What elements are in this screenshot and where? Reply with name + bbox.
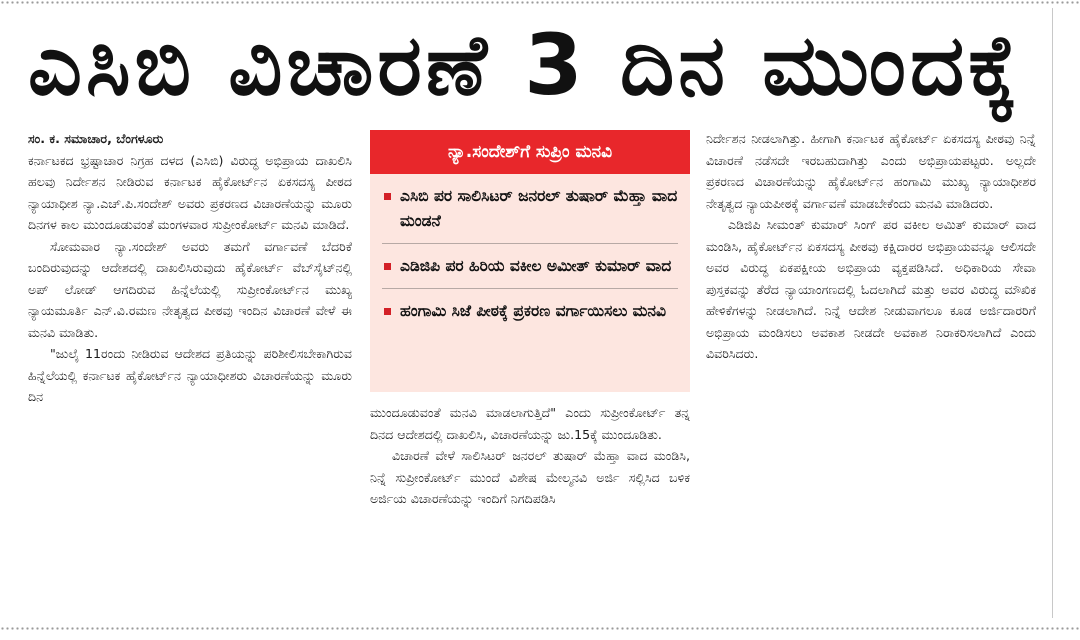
paragraph: ಎಡಿಜಿಪಿ ಸೀಮಂತ್ ಕುಮಾರ್ ಸಿಂಗ್ ಪರ ವಕೀಲ ಅಮಿತ್ ಕುಮಾರ್ ವಾದ ಮಂಡಿಸಿ, ಹೈಕೋರ್ಟ್‌ನ ಏಕಸದಸ್ಯ ಪೀಠವು ಕಕ್ಷಿದಾರರ ಅಭಿಪ್ರಾಯವನ್ನೂ ಆಲಿಸದೇ ಅವರ ವಿರುದ್ಧ ಏಕಪಕ್ಷೀಯ ಅಭಿಪ್ರಾಯ ವ್ಯಕ್ತಪಡಿಸಿದೆ. ಅಧಿಕಾರಿಯ ಸೇವಾ ಪುಸ್ತಕವನ್ನು ತೆರೆದ ನ್ಯಾಯಾಂಗಣದಲ್ಲಿ ಓದಲಾಗಿದೆ ಮತ್ತು ಅವರ ವಿರುದ್ಧ ಮೌಖಿಕ ಹೇಳಿಕೆಗಳನ್ನು ನೀಡಲಾಗಿದೆ. ನಿನ್ನೆ ಆದೇಶ ನೀಡುವಾಗಲೂ ಕೂಡ ಅರ್ಜಿದಾರರಿಗೆ ಅಭಿಪ್ರಾಯ ಮಂಡಿಸಲು ಅವಕಾಶ ನೀಡದೇ ಅವಕಾಶ ನಿರಾಕರಿಸಲಾಗಿದೆ ಎಂದು ವಿವರಿಸಿದರು.	[706, 217, 1036, 361]
paragraph: ನಿರ್ದೇಶನ ನೀಡಲಾಗಿತ್ತು. ಹೀಗಾಗಿ ಕರ್ನಾಟಕ ಹೈಕೋರ್ಟ್ ಏಕಸದಸ್ಯ ಪೀಠವು ನಿನ್ನೆ ವಿಚಾರಣೆ ನಡೆಸದೇ ಇರಬಹುದಾಗಿತ್ತು ಎಂದು ಅಭಿಪ್ರಾಯಪಟ್ಟರು. ಅಲ್ಲದೇ ಪ್ರಕರಣದ ವಿಚಾರಣೆಯನ್ನು ಹೈಕೋರ್ಟ್‌ನ ಹಂಗಾಮಿ ಮುಖ್ಯ ನ್ಯಾಯಾಧೀಶರ ನೇತೃತ್ವದ ನ್ಯಾಯಪೀಠಕ್ಕೆ ವರ್ಗಾವಣೆ ಮಾಡಬೇಕೆಂದು ಮನವಿ ಮಾಡಿದರು.	[706, 131, 1036, 211]
highlight-text: ಎಡಿಜಿಪಿ ಪರ ಹಿರಿಯ ವಕೀಲ ಅಮೀತ್ ಕುಮಾರ್ ವಾದ	[400, 257, 672, 275]
highlight-item	[382, 174, 678, 244]
bottom-dotted-rule	[0, 626, 1080, 632]
highlight-item	[382, 289, 678, 333]
square-bullet-icon	[384, 308, 391, 315]
paragraph: ಸೋಮವಾರ ನ್ಯಾ.ಸಂದೇಶ್ ಅವರು ತಮಗೆ ವರ್ಗಾವಣೆ ಬೆದರಿಕೆ ಬಂದಿರುವುದನ್ನು ಆದೇಶದಲ್ಲಿ ದಾಖಲಿಸಿರುವುದು ಹೈಕೋರ್ಟ್ ವೆಬ್‌ಸೈಟ್‌ನಲ್ಲಿ ಅಪ್ ಲೋಡ್ ಆಗದಿರುವ ಹಿನ್ನೆಲೆಯಲ್ಲಿ ಸುಪ್ರೀಂಕೋರ್ಟ್‌ನ ಮುಖ್ಯ ನ್ಯಾಯಮೂರ್ತಿ ಎನ್.ವಿ.ರಮಣ ನೇತೃತ್ವದ ಪೀಠವು ಇಂದಿನ ವಿಚಾರಣೆ ವೇಳೆ ಈ ಮನವಿ ಮಾಡಿತು.	[28, 238, 352, 340]
article-column-1	[28, 128, 352, 618]
highlights-list	[370, 174, 690, 333]
highlight-text: ಹಂಗಾಮಿ ಸಿಜೆ ಪೀಠಕ್ಕೆ ಪ್ರಕರಣ ವರ್ಗಾಯಿಸಲು ಮನವಿ	[400, 302, 667, 320]
highlights-title: ನ್ಯಾ.ಸಂದೇಶ್‌ಗೆ ಸುಪ್ರಿಂ ಮನವಿ	[370, 130, 690, 174]
paragraph: ಕರ್ನಾಟಕದ ಭ್ರಷ್ಟಾಚಾರ ನಿಗ್ರಹ ದಳದ (ಎಸಿಬಿ) ವಿರುದ್ಧ ಅಭಿಪ್ರಾಯ ದಾಖಲಿಸಿ ಹಲವು ನಿರ್ದೇಶನ ನೀಡಿರುವ ಕರ್ನಾಟಕ ಹೈಕೋರ್ಟ್‌ನ ಏಕಸದಸ್ಯ ಪೀಠದ ನ್ಯಾಯಾಧೀಶ ನ್ಯಾ.ಎಚ್.ಪಿ.ಸಂದೇಶ್ ಅವರು ಪ್ರಕರಣದ ವಿಚಾರಣೆಯನ್ನು ಮೂರು ದಿನಗಳ ಕಾಲ ಮುಂದೂಡುವಂತೆ ಮಂಗಳವಾರ ಸುಪ್ರೀಂಕೋರ್ಟ್ ಮನವಿ ಮಾಡಿದೆ.	[28, 152, 352, 232]
byline-text: ಸಂ. ಕ. ಸಮಾಚಾರ, ಬೆಂಗಳೂರು	[28, 131, 164, 146]
square-bullet-icon	[384, 263, 391, 270]
headline: ಎಸಿಬಿ ವಿಚಾರಣೆ 3 ದಿನ ಮುಂದಕ್ಕೆ	[28, 16, 1022, 114]
highlight-text: ಎಸಿಬಿ ಪರ ಸಾಲಿಸಿಟರ್ ಜನರಲ್ ತುಷಾರ್ ಮೆಹ್ತಾ ವಾದ ಮಂಡನೆ	[400, 187, 678, 230]
square-bullet-icon	[384, 193, 391, 200]
article-column-3	[706, 128, 1036, 618]
paragraph: "ಜುಲೈ 11ರಂದು ನೀಡಿರುವ ಆದೇಶದ ಪ್ರತಿಯನ್ನು ಪರಿಶೀಲಿಸಬೇಕಾಗಿರುವ ಹಿನ್ನೆಲೆಯಲ್ಲಿ ಕರ್ನಾಟಕ ಹೈಕೋರ್ಟ್‌ನ ನ್ಯಾಯಾಧೀಶರು ವಿಚಾರಣೆಯನ್ನು ಮೂರು ದಿನ	[28, 346, 352, 404]
right-column-rule	[1052, 8, 1053, 618]
paragraph: ವಿಚಾರಣೆ ವೇಳೆ ಸಾಲಿಸಿಟರ್ ಜನರಲ್ ತುಷಾರ್ ಮೆಹ್ತಾ ವಾದ ಮಂಡಿಸಿ, ನಿನ್ನೆ ಸುಪ್ರೀಂಕೋರ್ಟ್ ಮುಂದೆ ವಿಶೇಷ ಮೇಲ್ಮನವಿ ಅರ್ಜಿ ಸಲ್ಲಿಸಿದ ಬಳಿಕ ಅರ್ಜಿಯ ವಿಚಾರಣೆಯನ್ನು ಇಂದಿಗೆ ನಿಗದಿಪಡಿಸಿ	[370, 448, 690, 506]
byline	[28, 128, 352, 150]
article-column-2	[370, 402, 690, 618]
highlight-item	[382, 244, 678, 289]
paragraph: ಮುಂದೂಡುವಂತೆ ಮನವಿ ಮಾಡಲಾಗುತ್ತಿದೆ" ಎಂದು ಸುಪ್ರೀಂಕೋರ್ಟ್ ತನ್ನ ದಿನದ ಆದೇಶದಲ್ಲಿ ದಾಖಲಿಸಿ, ವಿಚಾರಣೆಯನ್ನು ಜು.15ಕ್ಕೆ ಮುಂದೂಡಿತು.	[370, 405, 690, 442]
highlights-box	[370, 130, 690, 392]
top-dotted-rule	[0, 0, 1080, 6]
